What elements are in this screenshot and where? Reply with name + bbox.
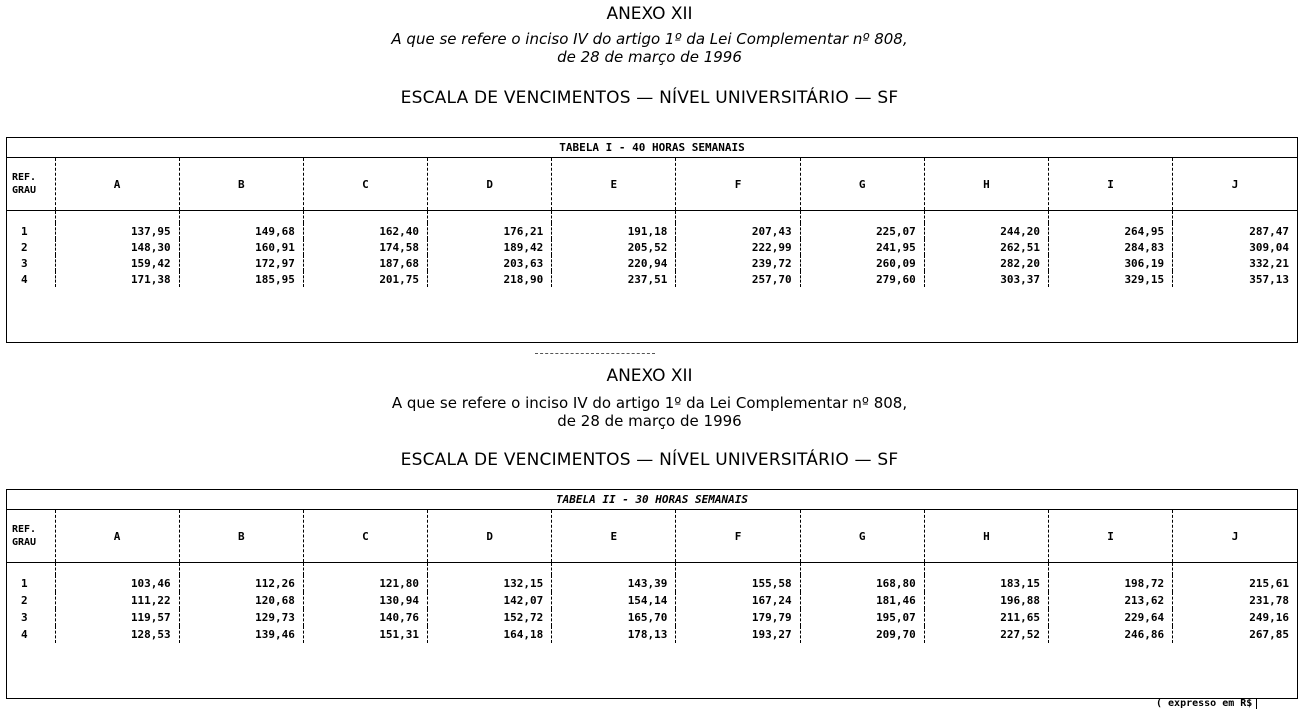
grade-cell: 1 xyxy=(21,224,28,238)
law-reference-line-2: de 28 de março de 1996 xyxy=(557,48,742,66)
value-cell: 209,70 xyxy=(800,626,924,643)
value-cell: 196,88 xyxy=(924,592,1048,609)
column-header: E xyxy=(552,510,676,563)
value-cell: 207,43 xyxy=(676,223,800,239)
value-cell: 303,37 xyxy=(924,271,1048,287)
value-cell: 162,40 xyxy=(303,223,427,239)
value-cell: 244,20 xyxy=(924,223,1048,239)
column-header: A xyxy=(55,510,179,563)
separator xyxy=(535,353,655,354)
column-header: B xyxy=(179,510,303,563)
value-cell: 154,14 xyxy=(552,592,676,609)
column-header: D xyxy=(428,158,552,211)
value-cell: 140,76 xyxy=(303,609,427,626)
value-cell: 201,75 xyxy=(303,271,427,287)
value-cell: 181,46 xyxy=(800,592,924,609)
column-header: F xyxy=(676,510,800,563)
value-cell: 152,72 xyxy=(428,609,552,626)
value-cell: 179,79 xyxy=(676,609,800,626)
table-row xyxy=(7,609,1297,626)
value-cell: 279,60 xyxy=(800,271,924,287)
ref-grade-header: REF. GRAU xyxy=(7,158,55,211)
grade-cell: 4 xyxy=(21,272,28,286)
value-cell: 121,80 xyxy=(303,575,427,592)
table-header-row xyxy=(7,510,1297,563)
value-cell: 282,20 xyxy=(924,255,1048,271)
value-cell: 168,80 xyxy=(800,575,924,592)
column-header: I xyxy=(1049,510,1173,563)
value-cell: 222,99 xyxy=(676,239,800,255)
salary-table-2 xyxy=(6,489,1298,699)
value-cell: 143,39 xyxy=(552,575,676,592)
value-cell: 174,58 xyxy=(303,239,427,255)
grade-cell: 3 xyxy=(21,256,28,270)
value-cell: 284,83 xyxy=(1049,239,1173,255)
value-cell: 211,65 xyxy=(924,609,1048,626)
value-cell: 142,07 xyxy=(428,592,552,609)
value-cell: 332,21 xyxy=(1173,255,1297,271)
value-cell: 103,46 xyxy=(55,575,179,592)
value-cell: 227,52 xyxy=(924,626,1048,643)
value-cell: 205,52 xyxy=(552,239,676,255)
value-cell: 309,04 xyxy=(1173,239,1297,255)
value-cell: 187,68 xyxy=(303,255,427,271)
value-cell: 287,47 xyxy=(1173,223,1297,239)
scale-title: ESCALA DE VENCIMENTOS — NÍVEL UNIVERSITÁRIO — SF xyxy=(400,450,899,470)
value-cell: 171,38 xyxy=(55,271,179,287)
column-header: I xyxy=(1049,158,1173,211)
value-cell: 189,42 xyxy=(428,239,552,255)
column-header: G xyxy=(800,158,924,211)
value-cell: 229,64 xyxy=(1049,609,1173,626)
scale-title: ESCALA DE VENCIMENTOS — NÍVEL UNIVERSITÁRIO — SF xyxy=(400,88,899,108)
law-reference-line-1: A que se refere o inciso IV do artigo 1º da Lei Complementar nº 808, xyxy=(391,30,908,48)
salary-table-1 xyxy=(6,137,1298,343)
table-row xyxy=(7,223,1297,239)
column-header: E xyxy=(552,158,676,211)
table-row xyxy=(7,271,1297,287)
annex-section-1 xyxy=(0,0,1299,108)
value-cell: 213,62 xyxy=(1049,592,1173,609)
value-cell: 267,85 xyxy=(1173,626,1297,643)
grade-cell: 2 xyxy=(21,594,28,607)
currency-footnote: ( expresso em R$ xyxy=(1156,698,1257,709)
value-cell: 167,24 xyxy=(676,592,800,609)
value-cell: 128,53 xyxy=(55,626,179,643)
table-row xyxy=(7,239,1297,255)
value-cell: 329,15 xyxy=(1049,271,1173,287)
value-cell: 203,63 xyxy=(428,255,552,271)
value-cell: 120,68 xyxy=(179,592,303,609)
table-header-row xyxy=(7,158,1297,211)
value-cell: 198,72 xyxy=(1049,575,1173,592)
value-cell: 231,78 xyxy=(1173,592,1297,609)
column-header: C xyxy=(303,510,427,563)
column-header: J xyxy=(1173,510,1297,563)
value-cell: 262,51 xyxy=(924,239,1048,255)
law-reference-line-2: de 28 de março de 1996 xyxy=(557,412,742,430)
value-cell: 257,70 xyxy=(676,271,800,287)
column-header: J xyxy=(1173,158,1297,211)
value-cell: 306,19 xyxy=(1049,255,1173,271)
table-row xyxy=(7,575,1297,592)
value-cell: 155,58 xyxy=(676,575,800,592)
annex-title: ANEXO XII xyxy=(606,366,693,386)
grade-cell: 2 xyxy=(21,240,28,254)
value-cell: 129,73 xyxy=(179,609,303,626)
value-cell: 241,95 xyxy=(800,239,924,255)
table-row xyxy=(7,255,1297,271)
value-cell: 149,68 xyxy=(179,223,303,239)
value-cell: 185,95 xyxy=(179,271,303,287)
value-cell: 151,31 xyxy=(303,626,427,643)
value-cell: 112,26 xyxy=(179,575,303,592)
column-header: H xyxy=(924,510,1048,563)
column-header: G xyxy=(800,510,924,563)
column-header: H xyxy=(924,158,1048,211)
column-header: B xyxy=(179,158,303,211)
value-cell: 159,42 xyxy=(55,255,179,271)
value-cell: 119,57 xyxy=(55,609,179,626)
grade-cell: 3 xyxy=(21,611,28,624)
value-cell: 246,86 xyxy=(1049,626,1173,643)
value-cell: 178,13 xyxy=(552,626,676,643)
value-cell: 215,61 xyxy=(1173,575,1297,592)
column-header: C xyxy=(303,158,427,211)
value-cell: 111,22 xyxy=(55,592,179,609)
value-cell: 164,18 xyxy=(428,626,552,643)
law-reference-line-1: A que se refere o inciso IV do artigo 1º da Lei Complementar nº 808, xyxy=(391,394,908,412)
value-cell: 183,15 xyxy=(924,575,1048,592)
value-cell: 139,46 xyxy=(179,626,303,643)
value-cell: 218,90 xyxy=(428,271,552,287)
value-cell: 172,97 xyxy=(179,255,303,271)
grade-cell: 4 xyxy=(21,628,28,641)
value-cell: 193,27 xyxy=(676,626,800,643)
grade-cell: 1 xyxy=(21,577,28,590)
table-row xyxy=(7,626,1297,643)
value-cell: 165,70 xyxy=(552,609,676,626)
value-cell: 148,30 xyxy=(55,239,179,255)
annex-section-2 xyxy=(0,362,1299,470)
value-cell: 137,95 xyxy=(55,223,179,239)
value-cell: 130,94 xyxy=(303,592,427,609)
ref-grade-header: REF. GRAU xyxy=(7,510,55,563)
value-cell: 176,21 xyxy=(428,223,552,239)
value-cell: 237,51 xyxy=(552,271,676,287)
value-cell: 249,16 xyxy=(1173,609,1297,626)
column-header: F xyxy=(676,158,800,211)
value-cell: 195,07 xyxy=(800,609,924,626)
column-header: D xyxy=(428,510,552,563)
table-title: TABELA II - 30 HORAS SEMANAIS xyxy=(7,490,1297,510)
value-cell: 132,15 xyxy=(428,575,552,592)
value-cell: 225,07 xyxy=(800,223,924,239)
value-cell: 357,13 xyxy=(1173,271,1297,287)
value-cell: 191,18 xyxy=(552,223,676,239)
table-row xyxy=(7,592,1297,609)
value-cell: 264,95 xyxy=(1049,223,1173,239)
annex-title: ANEXO XII xyxy=(606,4,693,24)
column-header: A xyxy=(55,158,179,211)
value-cell: 260,09 xyxy=(800,255,924,271)
table-title: TABELA I - 40 HORAS SEMANAIS xyxy=(7,138,1297,158)
value-cell: 220,94 xyxy=(552,255,676,271)
value-cell: 160,91 xyxy=(179,239,303,255)
value-cell: 239,72 xyxy=(676,255,800,271)
